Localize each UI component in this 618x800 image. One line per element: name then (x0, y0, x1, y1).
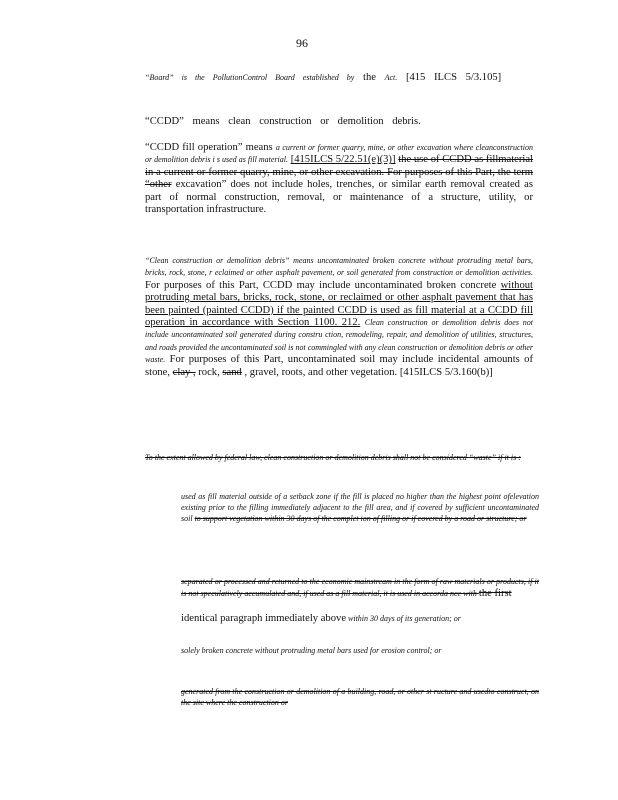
item-identical-paragraph: identical paragraph immediately above (181, 613, 347, 624)
ccdd-purposes: For purposes of this Part, CCDD may include uncontaminated broken concrete (145, 279, 497, 291)
board-the: the (363, 72, 376, 83)
ccdd-rock: rock, (198, 366, 220, 378)
item-fill-material: used as fill material outside of a setback zone if the fill is placed no higher than the highest point ofelevation existing prior to the filling immediately adjacent to the fill area, and if covered by sufficient uncontaminated soil (181, 492, 539, 524)
fill-operation-term: “CCDD fill operation” means (145, 142, 273, 153)
definition-ccdd: “CCDD” means clean construction or demolition debris. (145, 116, 421, 127)
ccdd-soil-exclusion: Clean construction or demolition debris does not include uncontaminated soil generated during constru ction, remodeling, repair, and demolition of utilities, structures, and roads provided the uncontaminated soil is not commingled with any clean construction or demolition debris or other waste. (145, 318, 533, 365)
board-text: “Board” is the PollutionControl Board established by (145, 73, 355, 82)
fill-operation-statute: a current or former quarry, mine, or other excavation where cleanconstruction or demolition debris i s used as fill material. (145, 143, 533, 165)
fill-operation-citation: [415ILCS 5/22.51(e)(3)] (290, 154, 396, 166)
definition-clean-construction-debris (145, 255, 533, 379)
list-item-continued (181, 613, 539, 624)
list-item (181, 491, 539, 525)
ccdd-uncontaminated-soil: For purposes of this Part, uncontaminated soil may include incidental amounts of stone, (145, 354, 533, 378)
ccdd-statute-definition: “Clean construction or demolition debris” means uncontaminated broken concrete without protruding metal bars, bricks, rock, stone, r eclaimed or other asphalt pavement, or soil generated from construction or demolition activities. (145, 256, 533, 278)
item-first-deleted: the first (478, 587, 512, 599)
fill-operation-deleted: the use of CCDD as fillmaterial in a current or former quarry, mine, or other excavation. For purposes of this Part, the term “other (145, 154, 533, 191)
board-act: Act. (384, 73, 398, 82)
ccdd-sand-deleted: sand (222, 366, 242, 378)
definition-board (145, 72, 533, 84)
ccdd-clay-deleted: clay , (172, 366, 196, 378)
item-within-days: within 30 days of its generation; or (348, 614, 461, 623)
fill-operation-excavation: excavation” does not include holes, trenches, or similar earth removal created as part of normal construction, removal, or maintenance of a structure, utility, or transportation infrastructure. (145, 179, 533, 216)
list-item: generated from the construction or demolition of a building, road, or other st ructure and usedto construct, on the site where the construction or (181, 687, 539, 708)
ccdd-gravel-citation: , gravel, roots, and other vegetation. [415ILCS 5/3.160(b)] (244, 366, 493, 378)
list-item (181, 576, 539, 599)
item-fill-material-deleted: to support vegetation within 30 days of the complet ion of filling or if covered by a road or structure; or (194, 514, 527, 524)
page-number: 96 (296, 36, 308, 50)
item-separated-deleted: separated or processed and returned to the economic mainstream in the form of raw materials or products, if it is not speculatively accumulated and, if used as a fill material, it is used in accorda nce with (181, 577, 539, 598)
ccdd-painted-insert: without protruding metal bars, bricks, rock, stone, or reclaimed or other asphalt pavement that has been painted (painted CCDD) if the painted CCDD is used as fill material at a CCDD fill operation in accordance with Section 1100. 212. (145, 279, 533, 329)
list-item: solely broken concrete without protruding metal bars used for erosion control; or (181, 646, 442, 655)
deleted-waste-paragraph: To the extent allowed by federal law, clean construction or demolition debris shall not be considered “waste” if it is : (145, 453, 521, 462)
definition-ccdd-fill-operation (145, 142, 533, 216)
board-citation: [415 ILCS 5/3.105] (405, 72, 502, 83)
